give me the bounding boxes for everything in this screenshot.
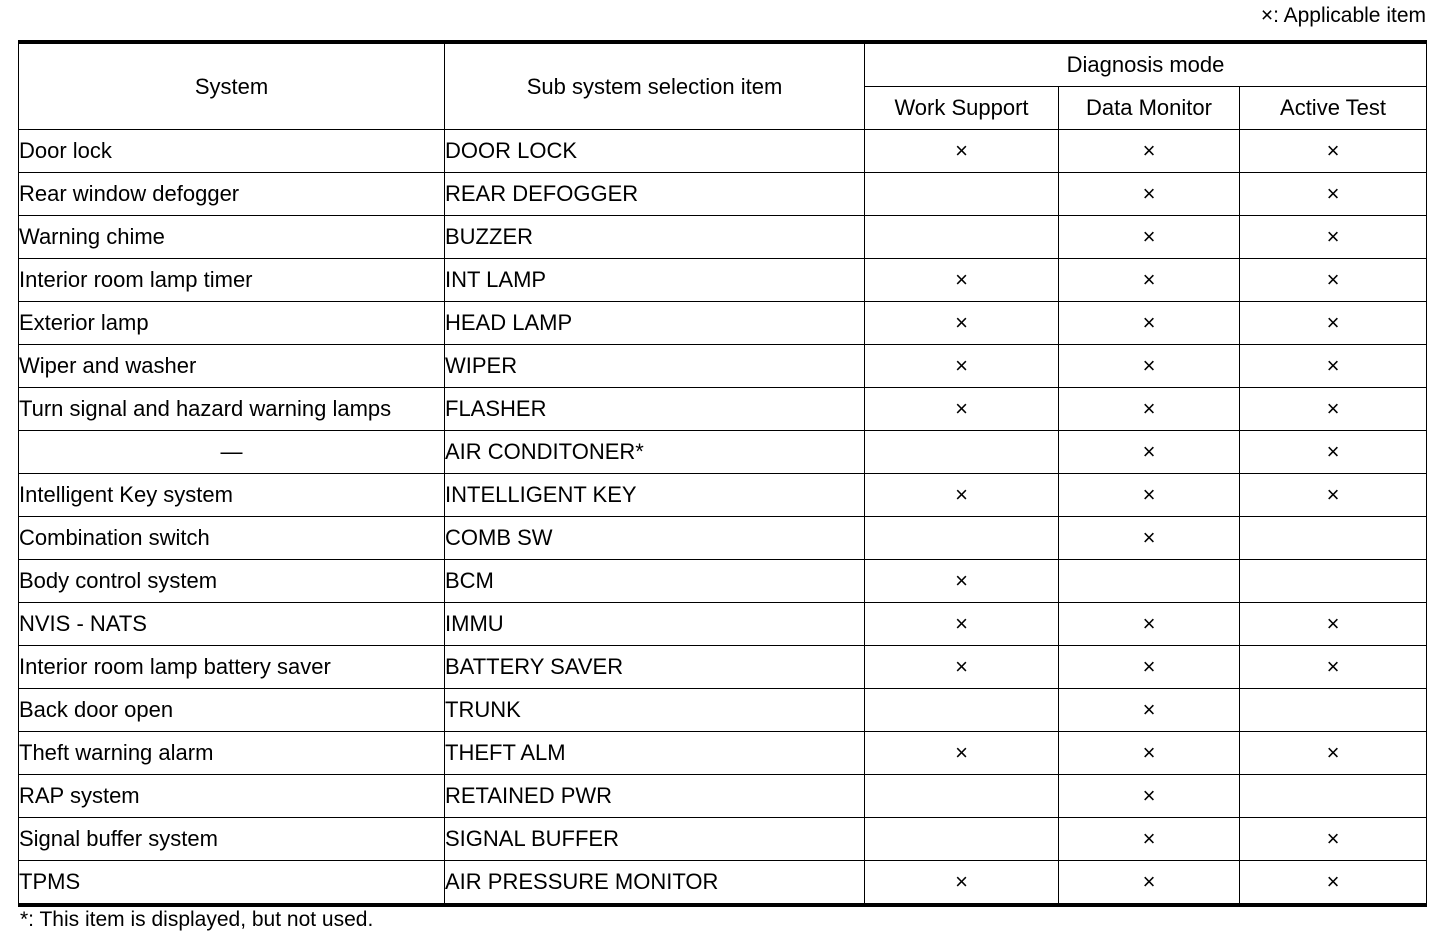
system-cell: Combination switch bbox=[19, 517, 445, 560]
sub-system-cell: BCM bbox=[445, 560, 865, 603]
table-row bbox=[19, 474, 1427, 517]
active-test-cell: × bbox=[1240, 861, 1427, 906]
work-support-cell: × bbox=[865, 560, 1059, 603]
active-test-cell bbox=[1240, 560, 1427, 603]
active-test-cell: × bbox=[1240, 302, 1427, 345]
table-row bbox=[19, 775, 1427, 818]
work-support-cell: × bbox=[865, 302, 1059, 345]
system-cell: Turn signal and hazard warning lamps bbox=[19, 388, 445, 431]
work-support-cell: × bbox=[865, 130, 1059, 173]
table-row bbox=[19, 517, 1427, 560]
sub-system-cell: INT LAMP bbox=[445, 259, 865, 302]
sub-system-cell: COMB SW bbox=[445, 517, 865, 560]
active-test-cell bbox=[1240, 775, 1427, 818]
data-monitor-cell: × bbox=[1059, 517, 1240, 560]
sub-system-cell: IMMU bbox=[445, 603, 865, 646]
active-test-cell: × bbox=[1240, 216, 1427, 259]
header-system: System bbox=[19, 42, 445, 130]
system-cell: Interior room lamp timer bbox=[19, 259, 445, 302]
work-support-cell bbox=[865, 517, 1059, 560]
table-row bbox=[19, 861, 1427, 906]
data-monitor-cell: × bbox=[1059, 431, 1240, 474]
sub-system-cell: TRUNK bbox=[445, 689, 865, 732]
system-cell: Signal buffer system bbox=[19, 818, 445, 861]
active-test-cell: × bbox=[1240, 603, 1427, 646]
system-cell: Back door open bbox=[19, 689, 445, 732]
active-test-cell bbox=[1240, 689, 1427, 732]
work-support-cell: × bbox=[865, 603, 1059, 646]
system-cell: Body control system bbox=[19, 560, 445, 603]
table-row bbox=[19, 345, 1427, 388]
data-monitor-cell: × bbox=[1059, 173, 1240, 216]
work-support-cell: × bbox=[865, 345, 1059, 388]
sub-system-cell: DOOR LOCK bbox=[445, 130, 865, 173]
data-monitor-cell: × bbox=[1059, 474, 1240, 517]
work-support-cell: × bbox=[865, 474, 1059, 517]
work-support-cell bbox=[865, 689, 1059, 732]
work-support-cell: × bbox=[865, 861, 1059, 906]
work-support-cell bbox=[865, 431, 1059, 474]
table-row bbox=[19, 818, 1427, 861]
sub-system-cell: INTELLIGENT KEY bbox=[445, 474, 865, 517]
data-monitor-cell: × bbox=[1059, 775, 1240, 818]
table-row bbox=[19, 689, 1427, 732]
system-cell: Warning chime bbox=[19, 216, 445, 259]
table-row bbox=[19, 173, 1427, 216]
system-cell: NVIS - NATS bbox=[19, 603, 445, 646]
active-test-cell: × bbox=[1240, 646, 1427, 689]
active-test-cell: × bbox=[1240, 130, 1427, 173]
header-diagnosis-mode: Diagnosis mode bbox=[865, 42, 1427, 87]
work-support-cell: × bbox=[865, 732, 1059, 775]
sub-system-cell: RETAINED PWR bbox=[445, 775, 865, 818]
data-monitor-cell: × bbox=[1059, 603, 1240, 646]
table-row bbox=[19, 302, 1427, 345]
table-row bbox=[19, 646, 1427, 689]
sub-system-cell: FLASHER bbox=[445, 388, 865, 431]
header-sub-system: Sub system selection item bbox=[445, 42, 865, 130]
table-row bbox=[19, 216, 1427, 259]
work-support-cell bbox=[865, 818, 1059, 861]
data-monitor-cell: × bbox=[1059, 732, 1240, 775]
system-cell: Interior room lamp battery saver bbox=[19, 646, 445, 689]
system-cell: Rear window defogger bbox=[19, 173, 445, 216]
header-work-support: Work Support bbox=[865, 87, 1059, 130]
sub-system-cell: THEFT ALM bbox=[445, 732, 865, 775]
system-cell: Intelligent Key system bbox=[19, 474, 445, 517]
active-test-cell: × bbox=[1240, 388, 1427, 431]
data-monitor-cell: × bbox=[1059, 345, 1240, 388]
active-test-cell: × bbox=[1240, 259, 1427, 302]
applicable-item-legend: ×: Applicable item bbox=[1260, 4, 1426, 27]
data-monitor-cell: × bbox=[1059, 216, 1240, 259]
footnote: *: This item is displayed, but not used. bbox=[20, 908, 374, 931]
system-cell: Wiper and washer bbox=[19, 345, 445, 388]
data-monitor-cell bbox=[1059, 560, 1240, 603]
system-cell: Theft warning alarm bbox=[19, 732, 445, 775]
header-active-test: Active Test bbox=[1240, 87, 1427, 130]
sub-system-cell: BATTERY SAVER bbox=[445, 646, 865, 689]
data-monitor-cell: × bbox=[1059, 388, 1240, 431]
sub-system-cell: AIR PRESSURE MONITOR bbox=[445, 861, 865, 906]
work-support-cell: × bbox=[865, 259, 1059, 302]
system-cell: TPMS bbox=[19, 861, 445, 906]
data-monitor-cell: × bbox=[1059, 818, 1240, 861]
table-row bbox=[19, 388, 1427, 431]
work-support-cell bbox=[865, 775, 1059, 818]
sub-system-cell: SIGNAL BUFFER bbox=[445, 818, 865, 861]
system-cell: — bbox=[19, 431, 445, 474]
table-row bbox=[19, 603, 1427, 646]
active-test-cell: × bbox=[1240, 732, 1427, 775]
active-test-cell: × bbox=[1240, 818, 1427, 861]
system-cell: Door lock bbox=[19, 130, 445, 173]
data-monitor-cell: × bbox=[1059, 646, 1240, 689]
work-support-cell: × bbox=[865, 646, 1059, 689]
work-support-cell bbox=[865, 216, 1059, 259]
header-data-monitor: Data Monitor bbox=[1059, 87, 1240, 130]
system-cell: RAP system bbox=[19, 775, 445, 818]
diagnosis-mode-table bbox=[18, 40, 1427, 907]
data-monitor-cell: × bbox=[1059, 861, 1240, 906]
data-monitor-cell: × bbox=[1059, 689, 1240, 732]
active-test-cell: × bbox=[1240, 474, 1427, 517]
sub-system-cell: HEAD LAMP bbox=[445, 302, 865, 345]
active-test-cell: × bbox=[1240, 345, 1427, 388]
table-row bbox=[19, 560, 1427, 603]
data-monitor-cell: × bbox=[1059, 259, 1240, 302]
sub-system-cell: BUZZER bbox=[445, 216, 865, 259]
data-monitor-cell: × bbox=[1059, 130, 1240, 173]
work-support-cell: × bbox=[865, 388, 1059, 431]
sub-system-cell: WIPER bbox=[445, 345, 865, 388]
active-test-cell: × bbox=[1240, 173, 1427, 216]
sub-system-cell: REAR DEFOGGER bbox=[445, 173, 865, 216]
table-row bbox=[19, 431, 1427, 474]
data-monitor-cell: × bbox=[1059, 302, 1240, 345]
active-test-cell bbox=[1240, 517, 1427, 560]
sub-system-cell: AIR CONDITONER* bbox=[445, 431, 865, 474]
table-row bbox=[19, 259, 1427, 302]
table-row bbox=[19, 130, 1427, 173]
table-row bbox=[19, 732, 1427, 775]
work-support-cell bbox=[865, 173, 1059, 216]
system-cell: Exterior lamp bbox=[19, 302, 445, 345]
active-test-cell: × bbox=[1240, 431, 1427, 474]
